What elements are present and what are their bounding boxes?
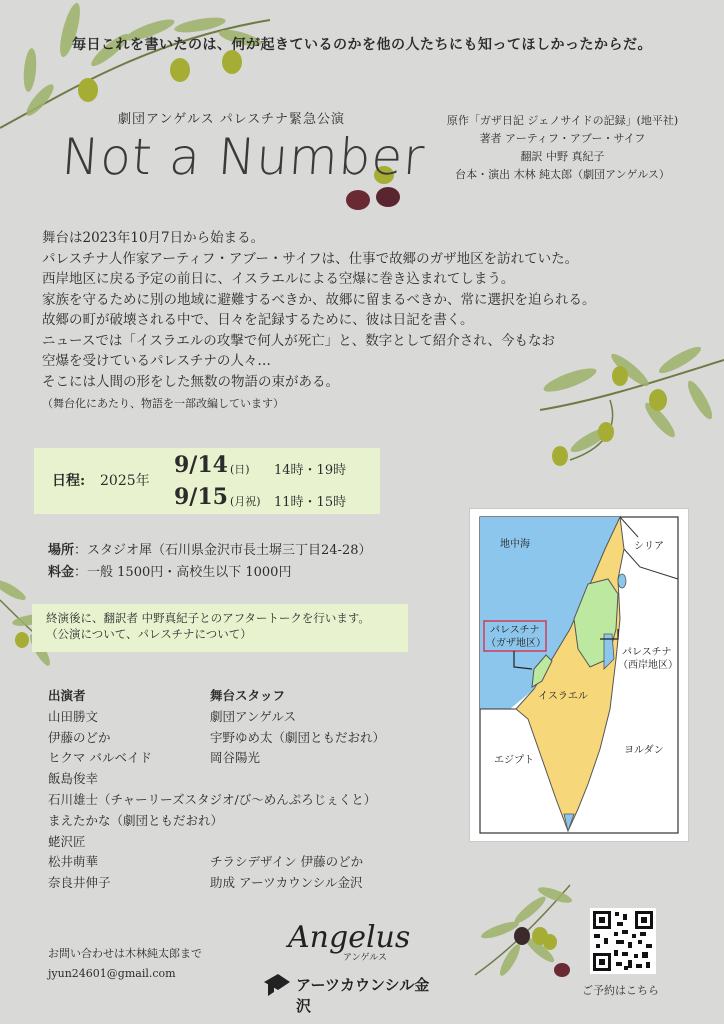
map-label-jordan: ヨルダン [624, 745, 664, 756]
region-map [469, 508, 689, 842]
synopsis [42, 228, 682, 415]
synopsis-line: 家族を守るために別の地域に避難するべきか、故郷に留まるべきか、常に選択を迫られる。 [42, 291, 596, 308]
synopsis-line: そこには人間の形をした無数の物語の束がある。 [42, 373, 339, 390]
credit-author: 著者 アーティフ・アブー・サイフ [479, 132, 646, 145]
synopsis-note: （舞台化にあたり、物語を一部改編しています） [42, 397, 284, 410]
page-title: Not a Number [59, 128, 427, 186]
staff-member: 宇野ゆめ太（劇団ともだおれ） [210, 729, 386, 745]
credits [420, 112, 705, 184]
synopsis-line: 空爆を受けているパレスチナの人々… [42, 353, 271, 369]
angelus-logo: Angelus [288, 920, 411, 955]
cast-member: ヒクマ バルベイド [48, 750, 152, 766]
map-label-israel: イスラエル [538, 691, 588, 702]
cast-member: 飯島俊幸 [48, 771, 99, 787]
map-label-gaza-1: パレスチナ [490, 625, 540, 636]
cast-member: 奈良井伸子 [48, 875, 111, 891]
contact-email[interactable]: jyun24601@gmail.com [48, 967, 176, 980]
after-talk-note: （公演について、パレスチナについて） [46, 627, 252, 641]
synopsis-line: 舞台は2023年10月7日から始まる。 [42, 230, 265, 246]
schedule-box [34, 448, 380, 514]
olive-branch-bottom [470, 880, 580, 980]
synopsis-line: パレスチナ人作家アーティフ・アブー・サイフは、仕事で故郷のガザ地区を訪れていた。 [42, 250, 579, 267]
map-label-gaza-2: （ガザ地区） [486, 638, 546, 649]
support-credit: 助成 アーツカウンシル金沢 [210, 874, 363, 890]
credit-director: 台本・演出 木林 純太郎（劇団アンゲルス） [455, 168, 670, 181]
after-talk-box [32, 604, 408, 652]
arts-council-mark-icon [262, 970, 292, 1000]
schedule-date-2: 9/15 [174, 484, 228, 510]
map-label-syria: シリア [634, 541, 664, 552]
map-label-westbank-2: （西岸地区） [618, 660, 678, 671]
schedule-label: 日程: [52, 473, 86, 489]
venue-fee: 料金：一般 1500円・高校生以下 1000円 [48, 565, 292, 580]
schedule-year: 2025年 [100, 473, 150, 489]
map-label-mediterranean: 地中海 [500, 539, 530, 550]
cast-member: まえたかな（劇団ともだおれ） [48, 812, 224, 828]
troupe-line: 劇団アンゲルス パレスチナ緊急公演 [118, 112, 346, 127]
staff-member: 劇団アンゲルス [210, 708, 297, 724]
staff-header: 舞台スタッフ [210, 688, 286, 703]
cast-member: 蛯沢匠 [48, 833, 86, 849]
schedule-date-1: 9/14 [174, 452, 228, 478]
contact-text: お問い合わせは木林純太郎まで [48, 947, 202, 960]
venue-info [48, 540, 372, 584]
schedule-day-1: (日) [230, 463, 250, 476]
staff-list [210, 686, 385, 769]
map-label-westbank-1: パレスチナ [622, 647, 672, 658]
schedule-day-2: (月祝) [230, 495, 261, 508]
flyer-design-credit: チラシデザイン 伊藤のどか [210, 854, 364, 869]
cast-member: 松井萌華 [48, 854, 99, 870]
arts-council-text: アーツカウンシル金沢 [296, 976, 430, 1015]
synopsis-line: 故郷の町が破壊される中で、日々を記録するために、彼は日記を書く。 [42, 312, 474, 328]
cast-member: 山田勝文 [48, 708, 99, 724]
cast-member: 石川雄士（チャーリーズスタジオ/び〜めんぷろじぇくと） [48, 791, 377, 807]
map-label-egypt: エジプト [494, 755, 534, 766]
after-talk-line: 終演後に、翻訳者 中野真紀子とのアフタートークを行います。 [46, 611, 370, 625]
contact-info [48, 944, 202, 984]
synopsis-line: 西岸地区に戻る予定の前日に、イスラエルによる空爆に巻き込まれてしまう。 [42, 271, 515, 287]
schedule-times-2: 11時・15時 [274, 495, 347, 510]
staff-member: 岡谷陽光 [210, 750, 261, 766]
reserve-caption: ご予約はこちら [582, 984, 659, 997]
credit-original: 原作「ガザ日記 ジェノサイドの記録」(地平社) [446, 114, 679, 127]
lead-text: 毎日これを書いたのは、何が起きているのかを他の人たちにも知ってほしかったからだ。 [72, 37, 652, 53]
arts-council-logo [262, 968, 442, 1015]
cast-header: 出演者 [48, 688, 86, 703]
schedule-times-1: 14時・19時 [274, 463, 347, 478]
reservation-qr-code[interactable] [590, 908, 656, 974]
credit-translator: 翻訳 中野 真紀子 [520, 150, 605, 163]
cast-member: 伊藤のどか [48, 729, 111, 745]
synopsis-line: ニュースでは「イスラエルの攻撃で何人が死亡」と、数字として紹介され、今もなお [42, 332, 555, 349]
venue-place: 場所：スタジオ犀（石川県金沢市長土塀三丁目24-28） [48, 543, 372, 558]
angelus-logo-kana: アンゲルス [343, 953, 388, 963]
staff-extra [210, 852, 363, 894]
